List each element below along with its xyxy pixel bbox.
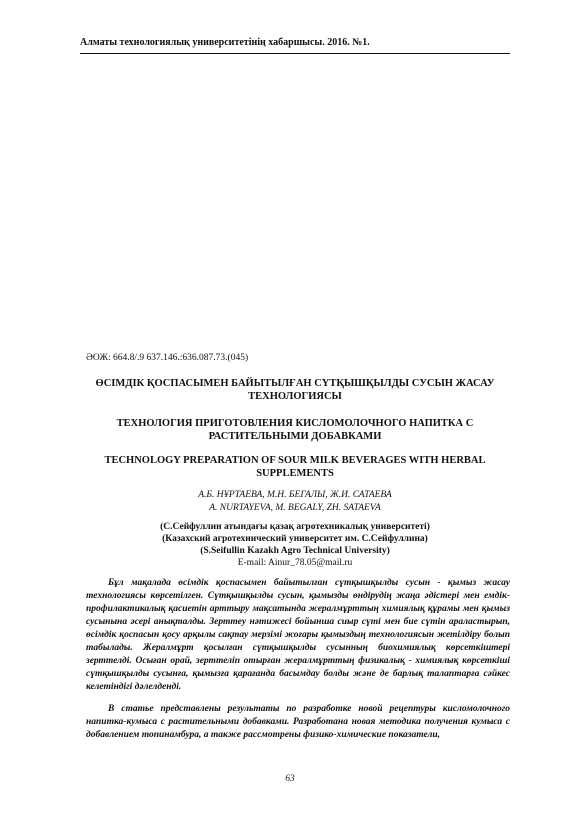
author-email: E-mail: Ainur_78.05@mail.ru bbox=[237, 558, 353, 568]
title-english-line: SUPPLEMENTS bbox=[256, 468, 334, 479]
title-english-line: TECHNOLOGY PREPARATION OF SOUR MILK BEVERAGES WITH HERBAL bbox=[104, 455, 486, 466]
title-russian-line: ТЕХНОЛОГИЯ ПРИГОТОВЛЕНИЯ КИСЛОМОЛОЧНОГО НАПИТКА С bbox=[116, 418, 474, 429]
title-russian-line: РАСТИТЕЛЬНЫМИ ДОБАВКАМИ bbox=[208, 431, 382, 442]
title-kazakh-line: ТЕХНОЛОГИЯСЫ bbox=[248, 391, 342, 402]
authors bbox=[80, 489, 510, 514]
authors-latin: A. NURTAYEVA, M. BEGALY, ZH. SATAEVA bbox=[209, 502, 381, 513]
title-kazakh-line: ӨСІМДІК ҚОСПАСЫМЕН БАЙЫТЫЛҒАН СҮТҚЫШҚЫЛДЫ СУСЫН ЖАСАУ bbox=[95, 378, 495, 389]
affiliations bbox=[80, 521, 510, 569]
affiliation-kazakh: (С.Сейфуллин атындағы қазақ агротехникалық университеті) bbox=[160, 522, 430, 532]
page-number: 63 bbox=[285, 774, 295, 784]
abstract-kazakh: Бұл мақалада өсімдік қоспасымен байытылған сүтқышқылды сусын - қымыз жасау технологиясы көрсетілген. Сүтқышқылды сусын, қымызды өндірудің жаңа әдістері мен емдік-профилактикалық қасиетін арттыру мақсатында жералмұрттың химиялық құрамы мен қымыз сусынына әсері анықталды. Зерттеу нәтижесі бойынша сиыр сүті мен бие сүтін араластырып, өсімдік қоспасын қосу арқылы сақтау мерзімі жоғары қымыздың технологиясын жетілдіру болып табылады. Жералмұрт қосылған сүтқышқылды сусынның биохимиялық көрсеткіштері зерттелді. Осыған орай, зерттеліп отырған жералмұрттың физикалық - химиялық көрсеткіші сүтқышқылды сусынға, қымызға қарағанда басымдау болды және де барлық талаптарға сәйкес келетіндігі дәлелденді. bbox=[86, 578, 510, 692]
title-kazakh bbox=[80, 377, 510, 403]
journal-header: Алматы технологиялық университетінің хабаршысы. 2016. №1. bbox=[80, 37, 510, 54]
title-russian bbox=[80, 417, 510, 443]
authors-cyrillic: А.Б. НҰРТАЕВА, М.Н. БЕГАЛЫ, Ж.И. САТАЕВА bbox=[198, 490, 392, 500]
abstract-russian: В статье представлены результаты по разработке новой рецептуры кисломолочного напитка-кумыса с растительными добавками. Разработана новая методика получения кумыса с добавлением топинамбура, а также рассмотрены физико-химические показатели, bbox=[86, 704, 510, 740]
affiliation-russian: (Казахский агротехнический университет им. С.Сейфуллина) bbox=[162, 534, 428, 544]
title-english bbox=[80, 454, 510, 480]
udc-code: ӘОЖ: 664.8/.9 637.146.:636.087.73.(045) bbox=[86, 353, 249, 363]
affiliation-english: (S.Seifullin Kazakh Agro Technical University) bbox=[200, 546, 390, 556]
